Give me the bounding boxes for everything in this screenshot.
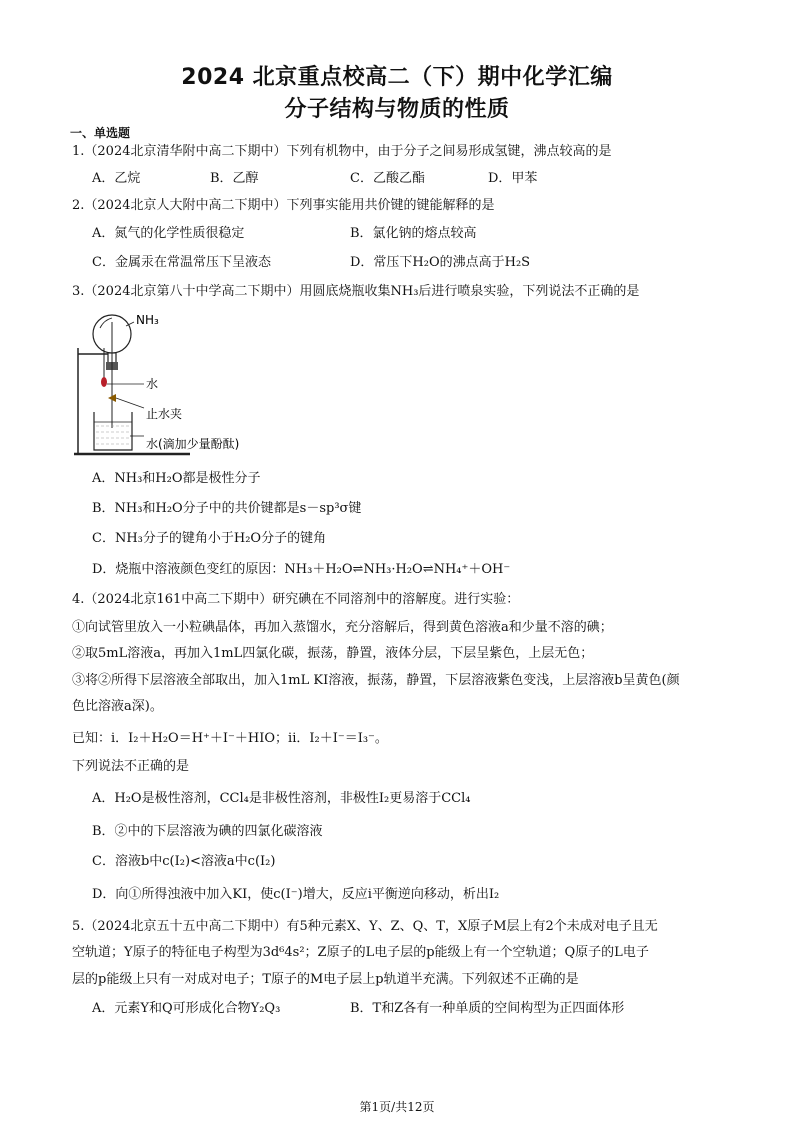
q4-option-a: A．H₂O是极性溶剂，CCl₄是非极性溶剂，非极性I₂更易溶于CCl₄ <box>92 791 471 806</box>
q4-step-3-cont: 色比溶液a深)。 <box>72 699 163 714</box>
q3-option-a: A．NH₃和H₂O都是极性分子 <box>92 471 261 486</box>
q1-option-a: A．乙烷 <box>92 171 141 186</box>
q4-step-1: ①向试管里放入一小粒碘晶体，再加入蒸馏水，充分溶解后，得到黄色溶液a和少量不溶的碘； <box>72 620 613 635</box>
question-5-stem-line2: 空轨道；Y原子的特征电子构型为3d⁶4s²；Z原子的L电子层的p能级上有一个空轨道；Q原子的L电子 <box>72 945 649 960</box>
q3-option-c: C．NH₃分子的键角小于H₂O分子的键角 <box>92 531 327 546</box>
q2-option-b: B．氯化钠的熔点较高 <box>350 226 477 241</box>
fountain-apparatus-figure <box>70 308 270 458</box>
section-heading: 一、单选题 <box>70 126 131 140</box>
q2-option-a: A．氮气的化学性质很稳定 <box>92 226 245 241</box>
q1-option-d: D．甲苯 <box>488 171 538 186</box>
label-water-phenolphthalein: 水(滴加少量酚酞) <box>146 437 240 451</box>
q5-option-b: B．T和Z各有一种单质的空间构型为正四面体形 <box>350 1001 625 1016</box>
document-subtitle: 分子结构与物质的性质 <box>284 97 510 122</box>
q4-option-d: D．向①所得浊液中加入KI，使c(I⁻)增大，反应i平衡逆向移动，析出I₂ <box>92 887 500 902</box>
q4-step-2: ②取5mL溶液a，再加入1mL四氯化碳，振荡，静置，液体分层，下层呈紫色，上层无色； <box>72 646 594 661</box>
q4-option-b: B．②中的下层溶液为碘的四氯化碳溶液 <box>92 824 323 839</box>
water-dropper-bulb <box>101 377 107 387</box>
label-water: 水 <box>146 377 159 391</box>
document-title: 2024 北京重点校高二（下）期中化学汇编 <box>181 65 613 90</box>
question-1-stem: 1.（2024北京清华附中高二下期中）下列有机物中，由于分子之间易形成氢键，沸点较高的是 <box>72 144 612 159</box>
label-clip: 止水夹 <box>146 407 183 421</box>
page-footer: 第1页/共12页 <box>359 1100 435 1114</box>
question-3-stem: 3.（2024北京第八十中学高二下期中）用圆底烧瓶收集NH₃后进行喷泉实验，下列说法不正确的是 <box>72 284 640 299</box>
q3-option-d: D．烧瓶中溶液颜色变红的原因：NH₃＋H₂O⇌NH₃·H₂O⇌NH₄⁺＋OH⁻ <box>92 562 511 577</box>
q4-option-c: C．溶液b中c(I₂)<溶液a中c(I₂) <box>92 854 276 869</box>
question-5-stem-line3: 层的p能级上只有一对成对电子；T原子的M电子层上p轨道半充满。下列叙述不正确的是 <box>72 972 579 987</box>
q3-option-b: B．NH₃和H₂O分子中的共价键都是s－sp³σ键 <box>92 501 362 516</box>
question-5-stem-line1: 5.（2024北京五十五中高二下期中）有5种元素X、Y、Z、Q、T，X原子M层上有2个未成对电子且无 <box>72 919 658 934</box>
question-2-stem: 2.（2024北京人大附中高二下期中）下列事实能用共价键的键能解释的是 <box>72 198 495 213</box>
q4-known: 已知：i．I₂＋H₂O＝H⁺＋I⁻＋HIO；ii．I₂＋I⁻＝I₃⁻。 <box>72 731 388 746</box>
q5-option-a: A．元素Y和Q可形成化合物Y₂Q₃ <box>92 1001 281 1016</box>
question-4-stem: 4.（2024北京161中高二下期中）研究碘在不同溶剂中的溶解度。进行实验： <box>72 592 520 607</box>
label-nh3: NH₃ <box>136 313 159 327</box>
q4-step-3: ③将②所得下层溶液全部取出，加入1mL KI溶液，振荡，静置，下层溶液紫色变浅，上层溶液b呈黄色(颜 <box>72 673 680 688</box>
q4-prompt: 下列说法不正确的是 <box>72 759 190 774</box>
q2-option-c: C．金属汞在常温常压下呈液态 <box>92 255 271 270</box>
q1-option-c: C．乙酸乙酯 <box>350 171 425 186</box>
q1-option-b: B．乙醇 <box>210 171 259 186</box>
q2-option-d: D．常压下H₂O的沸点高于H₂S <box>350 255 531 270</box>
